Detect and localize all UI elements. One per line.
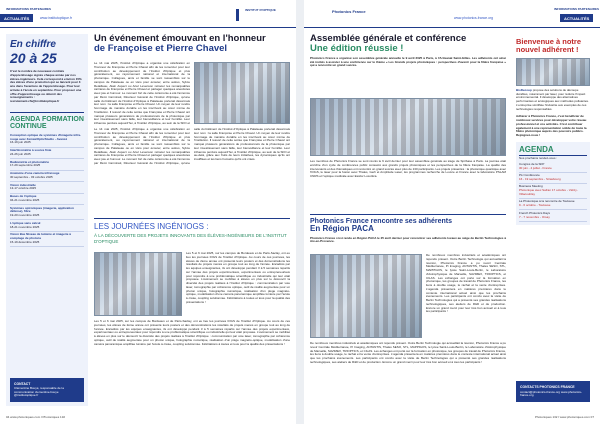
paca-photo: [310, 254, 422, 338]
iogs-heading: LES JOURNÉES INGÉN'IOGS :: [94, 222, 209, 231]
agenda-item-label: French Photonics Days: [519, 210, 551, 215]
iogs-article: [94, 218, 290, 244]
training-agenda: [10, 112, 84, 247]
contact-box: [10, 378, 84, 403]
iogs-photo: [94, 252, 182, 316]
events-agenda: [516, 142, 590, 225]
agenda-item-date: 30 juin - 4 juillet - France: [519, 165, 552, 170]
agenda-title: AGENDA FORMATION CONTINUE: [10, 115, 84, 131]
agenda-item: [519, 184, 587, 199]
left-page: [0, 0, 296, 424]
paca-lead: Photonics France s'est rendu en Région PACA le 25 avril dernier pour rencontrer ses adhérents locaux au siège de Bertin Technologies à Aix-en-Provence.: [310, 235, 506, 244]
agenda-item-label: Conception optique de systèmes d'imagerie infra-rouge avec Zemax/OpticStudio - Avancé: [10, 132, 82, 141]
agenda-item-date: 16-19 juin 2025: [10, 140, 31, 145]
contact-title: CONTACTS PHOTONICS FRANCE: [520, 385, 575, 390]
agenda-item: [10, 205, 84, 220]
right-sidebar: [512, 34, 594, 406]
agenda-item-date: 17-29 septembre 2025: [10, 163, 41, 168]
agenda-title: AGENDA: [519, 145, 587, 156]
right-header: [304, 0, 600, 28]
contact-text[interactable]: Clémentine Bouyé, responsable de la communication clementine.bouye @institutoptique.fr: [14, 385, 64, 398]
agenda-item-label: PLI Conférence: [519, 173, 540, 178]
photonics-france-logo: Photonics France: [332, 9, 366, 14]
iogs-subheading: À LA DÉCOUVERTE DES PROJETS INNOVANTS DES ÉLÈVES-INGÉNIEURS DE L'INSTITUT D'OPTIQUE: [94, 233, 287, 244]
chavel-title: [94, 34, 290, 54]
agenda-item-date: 16 - 19 septembre - Strasbourg: [519, 176, 561, 181]
contact-title: CONTACT: [14, 381, 31, 386]
agenda-intro: Nos prochains rendez-vous :: [519, 155, 558, 160]
agenda-item: [10, 232, 84, 247]
iogs-body-top: Les 5 et 6 mai 2025, sur les campus de Bordeaux et de Paris-Saclay, ont eu lieu les journées IOGS de l'Institut d'Optique. Au cours de ces journées, les élèves de 2ème année ont présenté leurs posters et des démonstrations les résultats de projets menés en groupe tout au long de l'année. Encadrés par les équipes enseignantes, ils ont développé pendant 3 à 5 semaines répartis sur l'année des projets expérimentaux, expérimentaux ou entrepreneuriaux pour répondre à une problématique scientifique ou industrielle qui leur était proposée. L'événement se mobilisé à élèves en plus sur le découvrir la diversité des projets réalisés à l'Institut d'Optique : communication par voie laser, tomographie par cohérence optique, outil de réalité augmentée pour un photon unique, holographie numérique, réalisation d'un piège magnéto-optique, modélisation d'une caméra panoramique amplifiée lumière par l'école à créée, coupling solutionnée. Félicitations à toutes et tous pour la qualité des présentations !: [186, 252, 290, 304]
adhesion-text: Adhérer à Photonics France, c'est bénéficier de nombreux services pour développer votre réseau professionnel et vos activités. C'est contribuer également à une représentation solide de toute la filière photonique auprès des pouvoirs publics. Rejoignez-nous !: [516, 114, 587, 137]
institut-optique-logo: INSTITUT D'OPTIQUE: [236, 9, 280, 21]
category-label: INFORMATIONS PARTENAIRES: [554, 7, 600, 11]
iogs-body: Les 5 et 6 mai 2025, sur les campus de Bordeaux et de Paris-Saclay, ont eu lieu les journées IOGS de l'Institut d'Optique. Au cours de ces journées, les élèves de 2ème année ont présenté leurs posters et des démonstrations les résultats de projets menés en groupe tout au long de l'année. Encadrés par les équipes enseignantes, ils ont développé pendant 3 à 5 semaines répartis sur l'année des projets expérimentaux, expérimentaux ou entrepreneuriaux pour répondre à une problématique scientifique ou industrielle qui leur était proposée. L'événement se mobilisé à élèves en plus sur le découvrir la diversité des projets réalisés à l'Institut d'Optique : communication par voie laser, tomographie par cohérence optique, outil de réalité augmentée pour un photon unique, holographie numérique, réalisation d'un piège magnéto-optique, modélisation d'une caméra panoramique amplifiée lumière par l'école à créée, coupling solutionnée. Félicitations à toutes et tous pour la qualité des présentations !: [94, 320, 290, 346]
ag-lead: Photonics France a organisé son assemblée générale annuelle le 9 avril 2025 à Paris, à l'Artisanat Saint-Gilles. Les adhérents ont ainsi été invités à assister à une conférence sur le thème « Les Grands projets photoniques : perspectives d'avenir pour la filière française » qui a rencontré un grand succès.: [310, 55, 506, 68]
stat-description: C'est le nombre de nouveaux contrats d'apprentissage signés chaque année par nos élèves-ingénieurs. Cela correspond à environ 15% des élèves d'une promotion qui se lancent pour 3 ans dans l'aventure de l'apprentissage. Pour leur arrivée à l'école en septembre. Pour proposer une offre d'apprentissage ou obtenir des renseignements : recrutement.cfa@institutoptique.fr: [10, 69, 82, 103]
agenda-list: [10, 132, 84, 247]
agenda-item-date: 24-26 juin 2025: [10, 151, 31, 156]
section-badge: ACTUALITÉS: [0, 14, 33, 22]
ag-subtitle: Une édition réussie !: [310, 42, 404, 54]
agenda-item-date: 18-21 novembre 2025: [10, 224, 40, 229]
member-photo: [516, 58, 590, 86]
chavel-body: Le 14 mai 2025, l'Institut d'Optique a organisé une célébration en l'honneur de Françoise et Pierre Chavel afin de les remercier pour leur contribution au développement de l'Institut d'Optique et plus généralement, au rayonnement national et international de la photonique. Collègues, amis et famille se sont rassemblés sur le campus de Palaiseau ou en visio pour écouter, entre autres, Sylvie Retailleau, Alain Aspect ou Ariel Levenson retracer les remarquables carrières de Françoise et Pierre Chavel et partager quelques anecdotes avec joie et humour. Le moment fort de cette cérémonie a été l'annonce par Rémi Carminati, Directeur Général de l'Institut d'Optique, qu'une salle du bâtiment de l'Institut d'Optique à Palaiseau porterait désormais leur nom : la salle Françoise et Pierre Chavel. Un moyen de leur rendre hommage de manière durable en les inscrivant au cœur même de l'institution. Il ressort de cette soirée que Françoise et Pierre Chavel ont marqué plusieurs générations de professionnels de la photonique par leur investissement sans faille, leur bienveillance et leur humilité. Leur influence perdure aujourd'hui, à l'Institut d'Optique, au sein de la SFO et au-delà, grâce aux fruits de leurs initiatives, les dynamiques qu'ils ont insufflées et les liens humains qu'ils ont créés.: [94, 128, 290, 165]
agenda-item: [10, 194, 84, 206]
agenda-item: [519, 162, 587, 173]
agenda-item-label: Interférométrie à source finie: [10, 148, 52, 153]
paca-article: [310, 214, 506, 244]
agenda-item-label: Systèmes optroniques (imagerie, application défense), fibre: [10, 205, 74, 214]
section-badge: ACTUALITÉS: [560, 14, 593, 22]
agenda-item: [10, 159, 84, 171]
paca-title: Photonics France rencontre ses adhérents: [310, 218, 452, 225]
category-label: INFORMATIONS PARTENAIRES: [6, 7, 52, 11]
agenda-list: [519, 162, 587, 222]
paca-subtitle: En Région PACA: [310, 224, 374, 234]
agenda-item-date: 19-20 novembre 2025: [10, 213, 40, 218]
contact-box: [516, 381, 590, 402]
stat-value: 20 à 25: [10, 49, 57, 66]
chavel-article: [94, 34, 290, 54]
agenda-item-date: 7 - 7 novembre - Orsay: [519, 214, 550, 219]
paca-body: De nombreux membres industriels et académiques ont répondu présent. Outre Bertin Technologie qui accueillait la réunion, Photonics France a pu revoir Centrale Méditerranée, Pi Imaging, ANTANTIS, Thales SESO, STL, MAPPIGOS, le lycée Saint-Louis-Bertin, le Laboratoire d'Astrophysique de Marseille, SAVIMEX, TRIOPTICS, et CILAS. Les échanges ont porté sur la formation en photonique, les groupes de travail de Photonics France, les liens à double usage, le rachat et la vente d'entreprises. L'agenda présentera en matières premières dans le contexte international actuel ainsi que les prochains événements. Les participants ont conclu avec la visite de Bertin Technologies qui a présenté ses grandes réalisations technologiques, ses ateliers de R&D et de production. Encore un grand merci pour leur très bon accueil et à tous les participants !: [310, 342, 506, 364]
agenda-item-label: La Photonique à la rencontre de Toulouse: [519, 199, 575, 204]
agenda-item-date: 04-21 novembre 2025: [10, 197, 40, 202]
contact-text[interactable]: contact@photonics-france.org www.photonics-france.org: [520, 389, 582, 398]
member-text: propose des solutions de découpe durables, notamment par laser, pour réduire l'impact environnemental. Il développe des alternatives performantes et écologiques aux méthodes polluantes. L'entreprise similifiée l'industrie aux exemples de ces technologies responsables.: [516, 87, 589, 111]
agenda-item-label: Congrès de la SFP: [519, 161, 545, 166]
agenda-item: [10, 148, 84, 160]
agenda-item-label: L'optique sans calcul: [10, 220, 41, 225]
agenda-item-date: Photonique avec Safran 17 octobre - Vélizy-Villacoublay: [519, 188, 578, 196]
agenda-item: [519, 199, 587, 210]
chavel-intro: Le 14 mai 2025, l'Institut d'Optique a organisé une célébration en l'honneur de Françoise et Pierre Chavel afin de les remercier pour leur contribution au développement de l'Institut d'Optique et plus généralement, au rayonnement national et international de la photonique. Collègues, amis et famille se sont rassemblés sur le campus de Palaiseau ou en visio pour écouter, entre autres, Sylvie Retailleau, Alain Aspect ou Ariel Levenson retracer les remarquables carrières de Françoise et Pierre Chavel et partager quelques anecdotes avec joie et humour. Le moment fort de cette cérémonie a été l'annonce par Rémi Carminati, Directeur Général de l'Institut d'Optique, qu'une salle du bâtiment de l'Institut d'Optique à Palaiseau porterait désormais leur nom : la salle Françoise et Pierre Chavel. Un moyen de leur rendre hommage de manière durable en les inscrivant au cœur même de l'institution. Il ressort de cette soirée que Françoise et Pierre Chavel ont marqué plusieurs générations de professionnels de la photonique par leur investissement sans faille, leur bienveillance et leur humilité. Leur influence perdure aujourd'hui, à l'Institut d'Optique, au sein de la SFO et: [94, 62, 190, 125]
agenda-item-label: Vision Bas Niveau de lumière et imagerie à comptage de photons: [10, 232, 71, 241]
left-sidebar: [6, 34, 88, 406]
agenda-item-label: Anatomie d'une caméra infrarouge: [10, 171, 60, 176]
chavel-photo: [194, 62, 290, 124]
ag-photo: [310, 98, 506, 156]
left-footer: 04 www.photoniques.com l Photoniques 132: [6, 415, 66, 420]
member-block: [512, 89, 594, 112]
agenda-item-date: 30 septembre - 03 octobre 2025: [10, 174, 53, 179]
agenda-item-label: Vision industrielle: [10, 182, 36, 187]
header-rule: [0, 27, 296, 28]
agenda-item-date: 15-19 décembre 2025: [10, 239, 40, 244]
paca-body-side: De nombreux membres industriels et académiques ont répondu présent. Outre Bertin Technologie qui accueillait la réunion, Photonics France a pu revoir Centrale Méditerranée, Pi Imaging, ANTANTIS, Thales SESO, STL, MAPPIGOS, le lycée Saint-Louis-Bertin, le Laboratoire d'Astrophysique de Marseille, SAVIMEX, TRIOPTICS, et CILAS. Les échanges ont porté sur la formation en photonique, les groupes de travail de Photonics France, les liens à double usage, le rachat et la vente d'entreprises. L'agenda présentera en matières premières dans le contexte international actuel ainsi que les prochains événements. Les participants ont conclu avec la visite de Bertin Technologies qui a présenté ses grandes réalisations technologiques, ses ateliers de R&D et de production. Encore un grand merci pour leur très bon accueil et à tous les participants !: [426, 254, 506, 314]
stat-title: [6, 34, 88, 66]
stat-label: En chiffre: [10, 39, 56, 50]
welcome-title: Bienvenue à notre nouvel adhérent !: [516, 37, 582, 54]
agenda-item: [10, 182, 84, 194]
agenda-item: [519, 210, 587, 221]
agenda-item: [10, 171, 84, 183]
agenda-item-date: 9 - 6 octobre - Toulouse: [519, 203, 551, 208]
ag-article: [310, 34, 506, 68]
agenda-item-label: Business Meeting: [519, 184, 543, 189]
ag-title: Assemblée générale et conférence: [310, 33, 467, 44]
chavel-title-line1: Un événement émouvant en l'honneur: [94, 33, 266, 44]
member-name: BioDecoup: [516, 87, 532, 92]
agenda-item-date: 13-17 octobre 2025: [10, 186, 37, 191]
spread-gutter: [296, 0, 304, 424]
site-url[interactable]: www.photonics-france.org: [454, 16, 494, 20]
right-footer: Photoniques 132 l www.photoniques.com 07: [534, 415, 594, 420]
left-header: [0, 0, 296, 28]
agenda-item: [10, 132, 84, 147]
agenda-item: [10, 220, 84, 232]
agenda-item-label: Radiométrie et photométrie: [10, 159, 50, 164]
agenda-item-label: Bases de l'optique: [10, 194, 37, 199]
chavel-title-line2: de Françoise et Pierre Chavel: [94, 42, 228, 54]
ag-body: Les membres de Photonics France se sont réunis le 9 avril dernier pour leur assemblée générale au siège de Spirbase à Paris. La journée était enrichie d'un cycle de conférences public consacré aux grands projets photoniques et les perspectives de la filière française. La qualité des intervenants et des thématiques ont rencontré un grand succès avec plus de 130 participants. Les projets présentés : la photonique quantique avec l'IOGS, le laser pour la fusion avec Thales, Gerli et Amplitude Laser, les programmes recherche de Louvre et France avec le laboratoire PSLAM CNRS et l'optique médicale avec Essilor Luxottica.: [310, 160, 506, 178]
header-rule: [304, 27, 600, 28]
agenda-item: [519, 173, 587, 184]
right-page: [304, 0, 600, 424]
site-url[interactable]: www.institutoptique.fr: [40, 16, 73, 20]
